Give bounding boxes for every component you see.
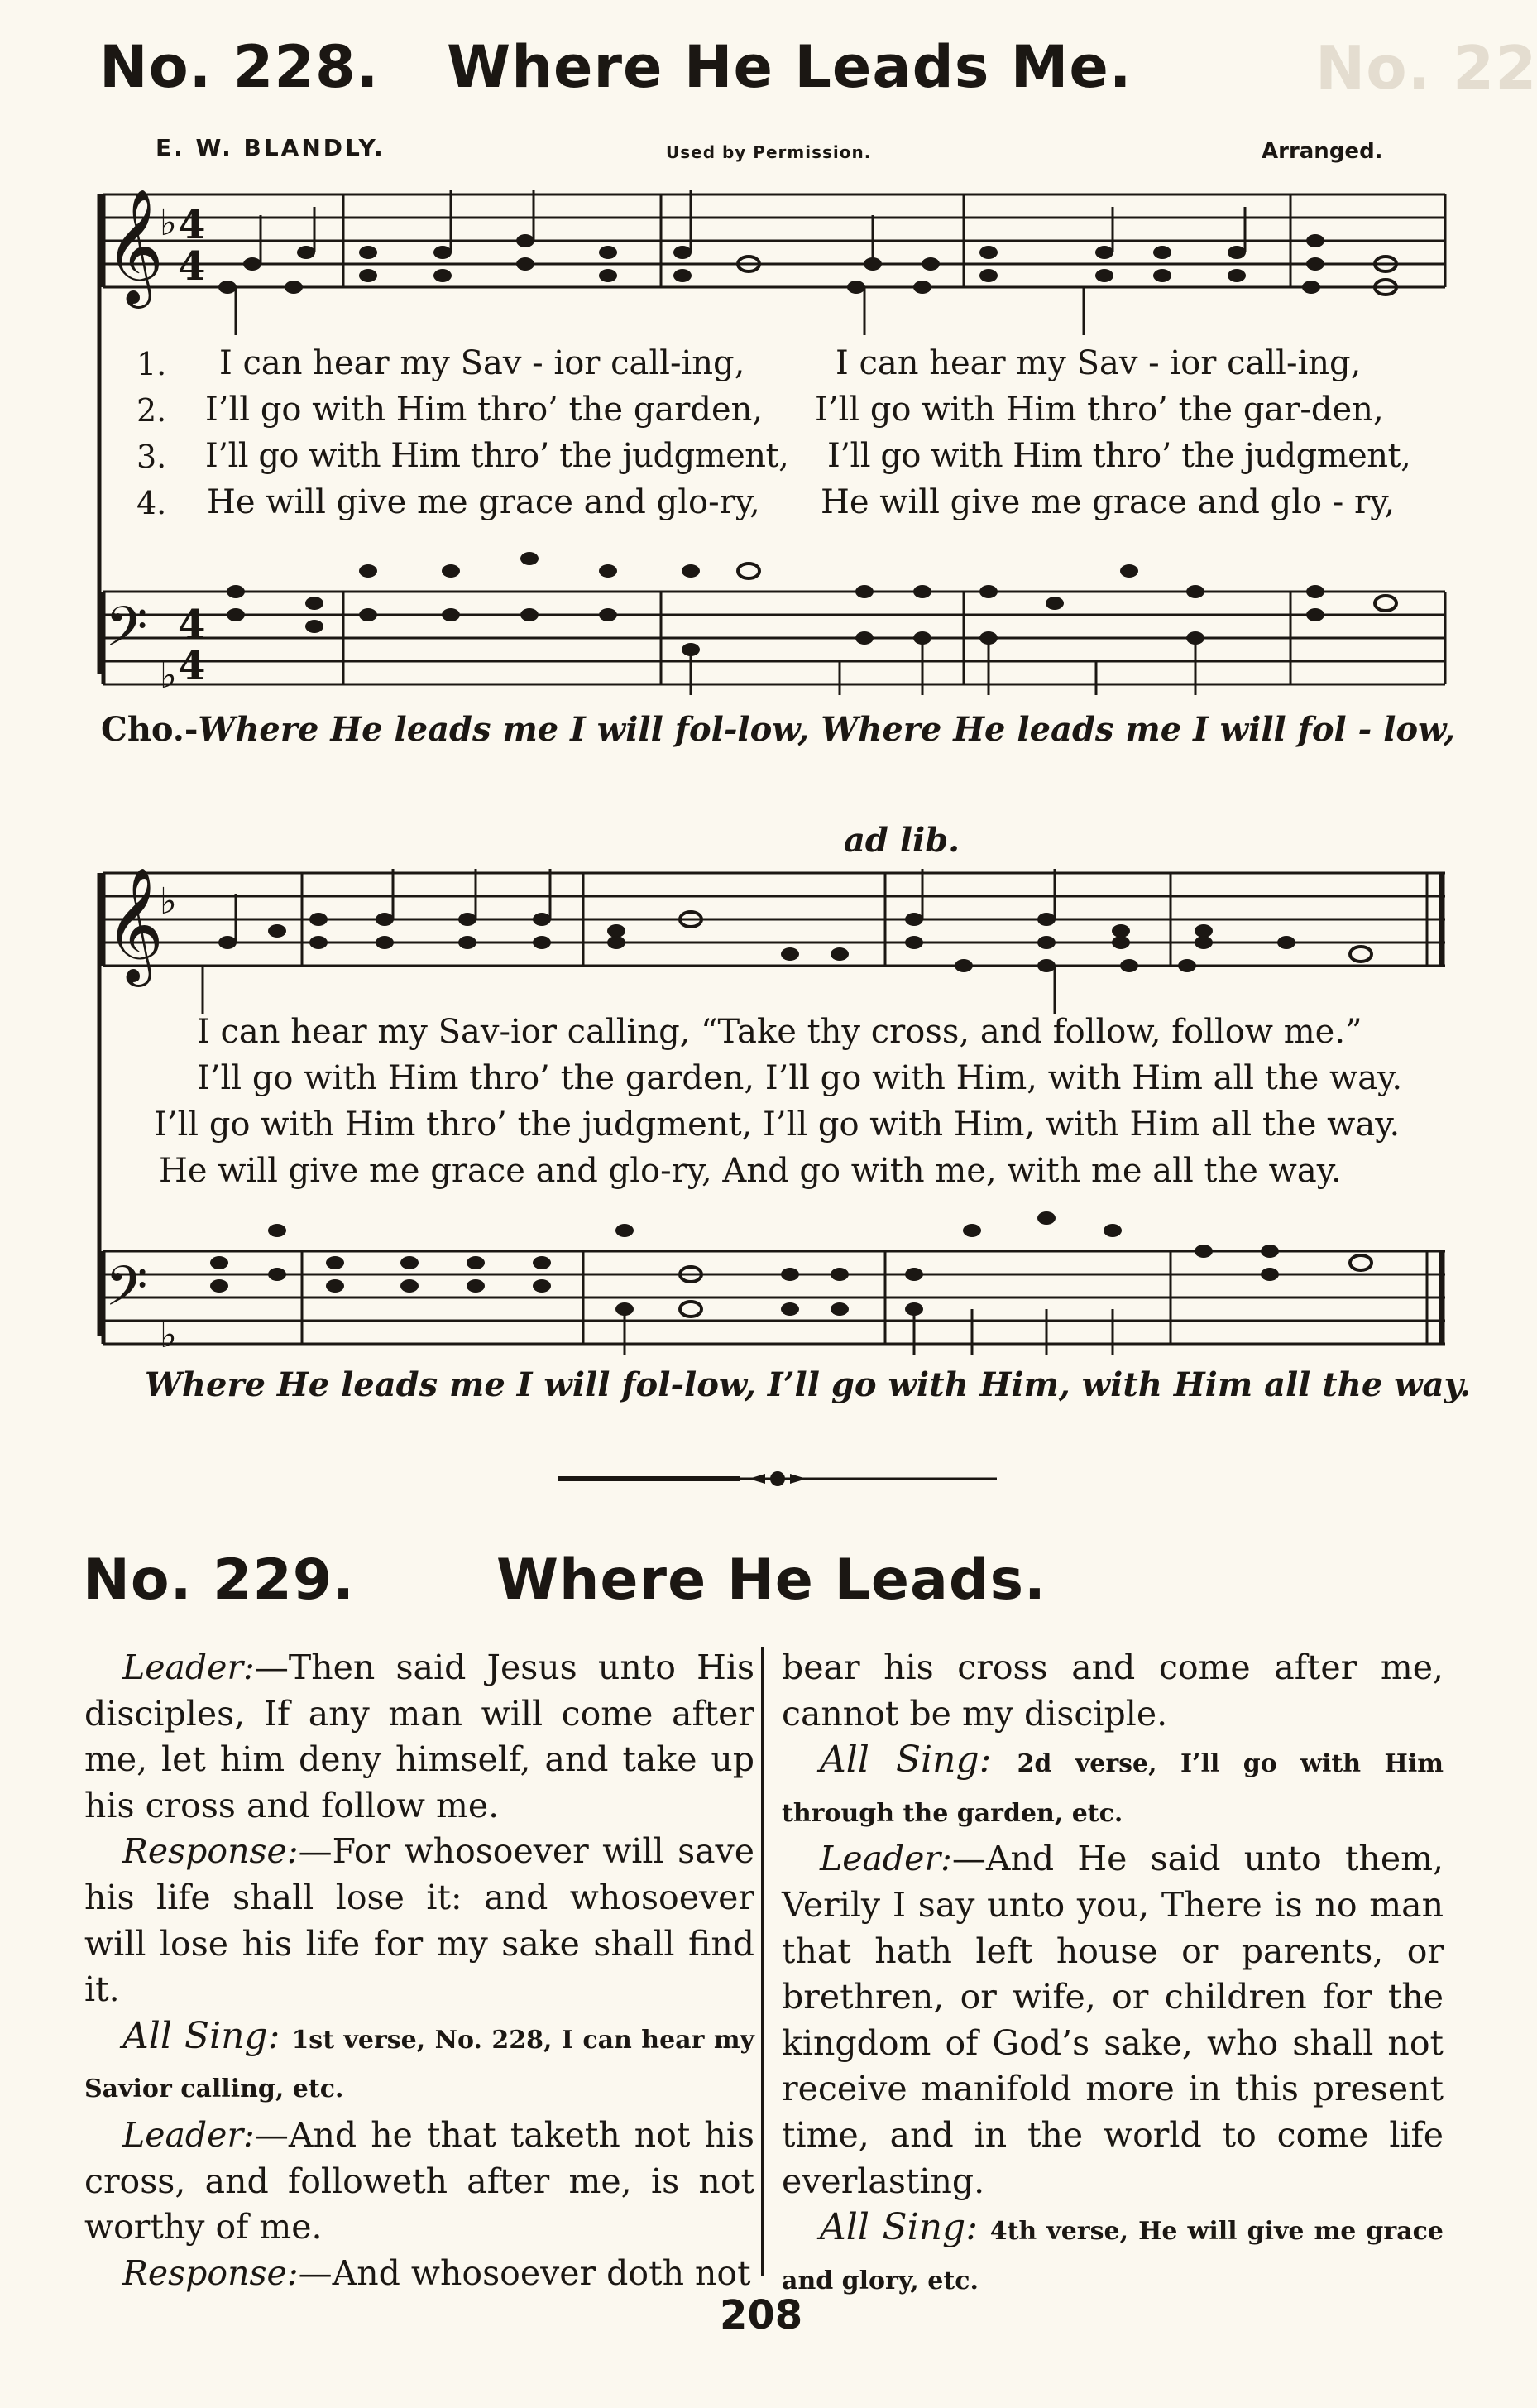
reading-paragraph — [84, 2013, 754, 2113]
sing-instruction: 1st verse, No. 228, I can hear my Savior calling, etc. — [84, 2025, 754, 2104]
reading-paragraph — [84, 2251, 754, 2297]
svg-text:4: 4 — [178, 602, 206, 648]
treble-staff-system-2 — [95, 861, 1452, 1034]
composer: E. W. BLANDLY. — [156, 134, 385, 161]
svg-text:♭: ♭ — [160, 202, 177, 244]
reading-paragraph — [782, 1645, 1444, 1737]
reading-right-column — [782, 1645, 1444, 2304]
bass-staff-system-2 — [95, 1210, 1452, 1367]
system-2-brace — [95, 873, 103, 1336]
chorus-line-1 — [101, 710, 1455, 749]
reading-left-column — [84, 1645, 754, 2296]
permission-note: Used by Permission. — [666, 142, 872, 162]
hymn-title: Where He Leads Me. — [447, 33, 1132, 101]
arranged-note: Arranged. — [1262, 139, 1383, 164]
verse-number: 4. — [136, 485, 167, 521]
treble-staff-system-1 — [95, 182, 1452, 356]
ad-lib-marking: ad lib. — [844, 821, 960, 860]
divider-ornament — [558, 1466, 997, 1491]
role-label: Leader: — [122, 2114, 255, 2155]
svg-text:♭: ♭ — [160, 1314, 177, 1356]
verse-number: 2. — [136, 392, 167, 429]
verse-line: I can hear my Sav - ior call-ing, — [836, 344, 1362, 382]
role-label: Response: — [122, 1831, 299, 1872]
svg-text:♭: ♭ — [160, 880, 177, 923]
reading-paragraph — [84, 1645, 754, 1829]
verse-number: 3. — [136, 439, 167, 475]
reading-text: —Then said Jesus unto His disciples, If any man will come after me, let him deny himself, and take up his cross and follow me. — [84, 1648, 754, 1825]
svg-text:𝄢: 𝄢 — [105, 595, 148, 672]
reading-paragraph — [84, 1829, 754, 2012]
reading-paragraph — [782, 2204, 1444, 2304]
chorus-text: Where He leads me I will fol-low, Where He leads me I will fol - low, — [198, 710, 1456, 749]
reading-paragraph — [782, 1836, 1444, 2204]
role-label: Response: — [122, 2252, 299, 2293]
svg-text:4: 4 — [178, 202, 206, 248]
hymn-number: No. 228. — [99, 33, 380, 101]
system-1-brace — [95, 194, 103, 674]
reading-number: No. 229. — [83, 1547, 355, 1613]
verse-line: He will give me grace and glo-ry, — [207, 483, 760, 521]
verse-line: I can hear my Sav - ior call-ing, — [219, 344, 745, 382]
reading-text: —For whosoever will save his life shall lose it: and whosoever will lose his life for my sake shall find it. — [84, 1831, 754, 2010]
svg-text:𝄞: 𝄞 — [105, 867, 164, 982]
column-divider — [761, 1647, 764, 2276]
reading-text: —And whosoever doth not — [298, 2252, 751, 2293]
reading-text: —And He said unto them, Verily I say unto you, There is no man that hath left house or parents, or brethren, or wife, or children for the kingdom of God’s sake, who shall not receive manifold more in this present time, and in the world to come life everlasting. — [782, 1839, 1444, 2201]
reading-paragraph — [782, 1737, 1444, 1836]
role-label: Leader: — [820, 1839, 952, 1879]
verse-line: He will give me grace and glo-ry, And go with me, with me all the way. — [159, 1152, 1342, 1190]
verse-line: I’ll go with Him thro’ the gar-den, — [815, 391, 1384, 429]
all-sing-label: All Sing: — [122, 2014, 280, 2057]
reading-title: Where He Leads. — [496, 1547, 1046, 1613]
reading-paragraph — [84, 2113, 754, 2251]
svg-text:𝄞: 𝄞 — [105, 189, 164, 304]
role-label: Leader: — [122, 1648, 255, 1687]
all-sing-label: All Sing: — [820, 2206, 979, 2249]
svg-text:4: 4 — [178, 243, 206, 290]
chorus-line-2: Where He leads me I will fol-low, I’ll go with Him, with Him all the way. — [145, 1365, 1472, 1404]
all-sing-label: All Sing: — [820, 1739, 992, 1782]
verse-number: 1. — [136, 346, 167, 382]
verse-line: I’ll go with Him thro’ the garden, I’ll go with Him, with Him all the way. — [197, 1059, 1403, 1097]
chorus-label: Cho.- — [101, 710, 199, 749]
bleed-through-text: No. 22 — [1315, 33, 1537, 103]
sing-instruction: 2d verse, I’ll go with Him through the garden, etc. — [782, 1749, 1444, 1828]
verse-line: I’ll go with Him thro’ the judgment, — [205, 437, 789, 475]
svg-text:𝄢: 𝄢 — [105, 1254, 148, 1331]
bass-staff-system-1 — [95, 550, 1452, 708]
verse-line: I’ll go with Him thro’ the judgment, I’ll go with Him, with Him all the way. — [154, 1106, 1401, 1144]
verse-line: He will give me grace and glo - ry, — [821, 483, 1396, 521]
svg-text:4: 4 — [178, 643, 206, 689]
reading-text: bear his cross and come after me, cannot be my disciple. — [782, 1648, 1444, 1734]
verse-line: I’ll go with Him thro’ the judgment, — [827, 437, 1411, 475]
verse-line: I can hear my Sav-ior calling, “Take thy cross, and follow, follow me.” — [197, 1013, 1362, 1051]
svg-text:♭: ♭ — [160, 655, 177, 697]
sing-instruction: 4th verse, He will give me grace and glory, etc. — [782, 2217, 1444, 2295]
reading-text: —And he that taketh not his cross, and followeth after me, is not worthy of me. — [84, 2114, 754, 2247]
page-number: 208 — [720, 2292, 803, 2338]
verse-line: I’ll go with Him thro’ the garden, — [205, 391, 764, 429]
